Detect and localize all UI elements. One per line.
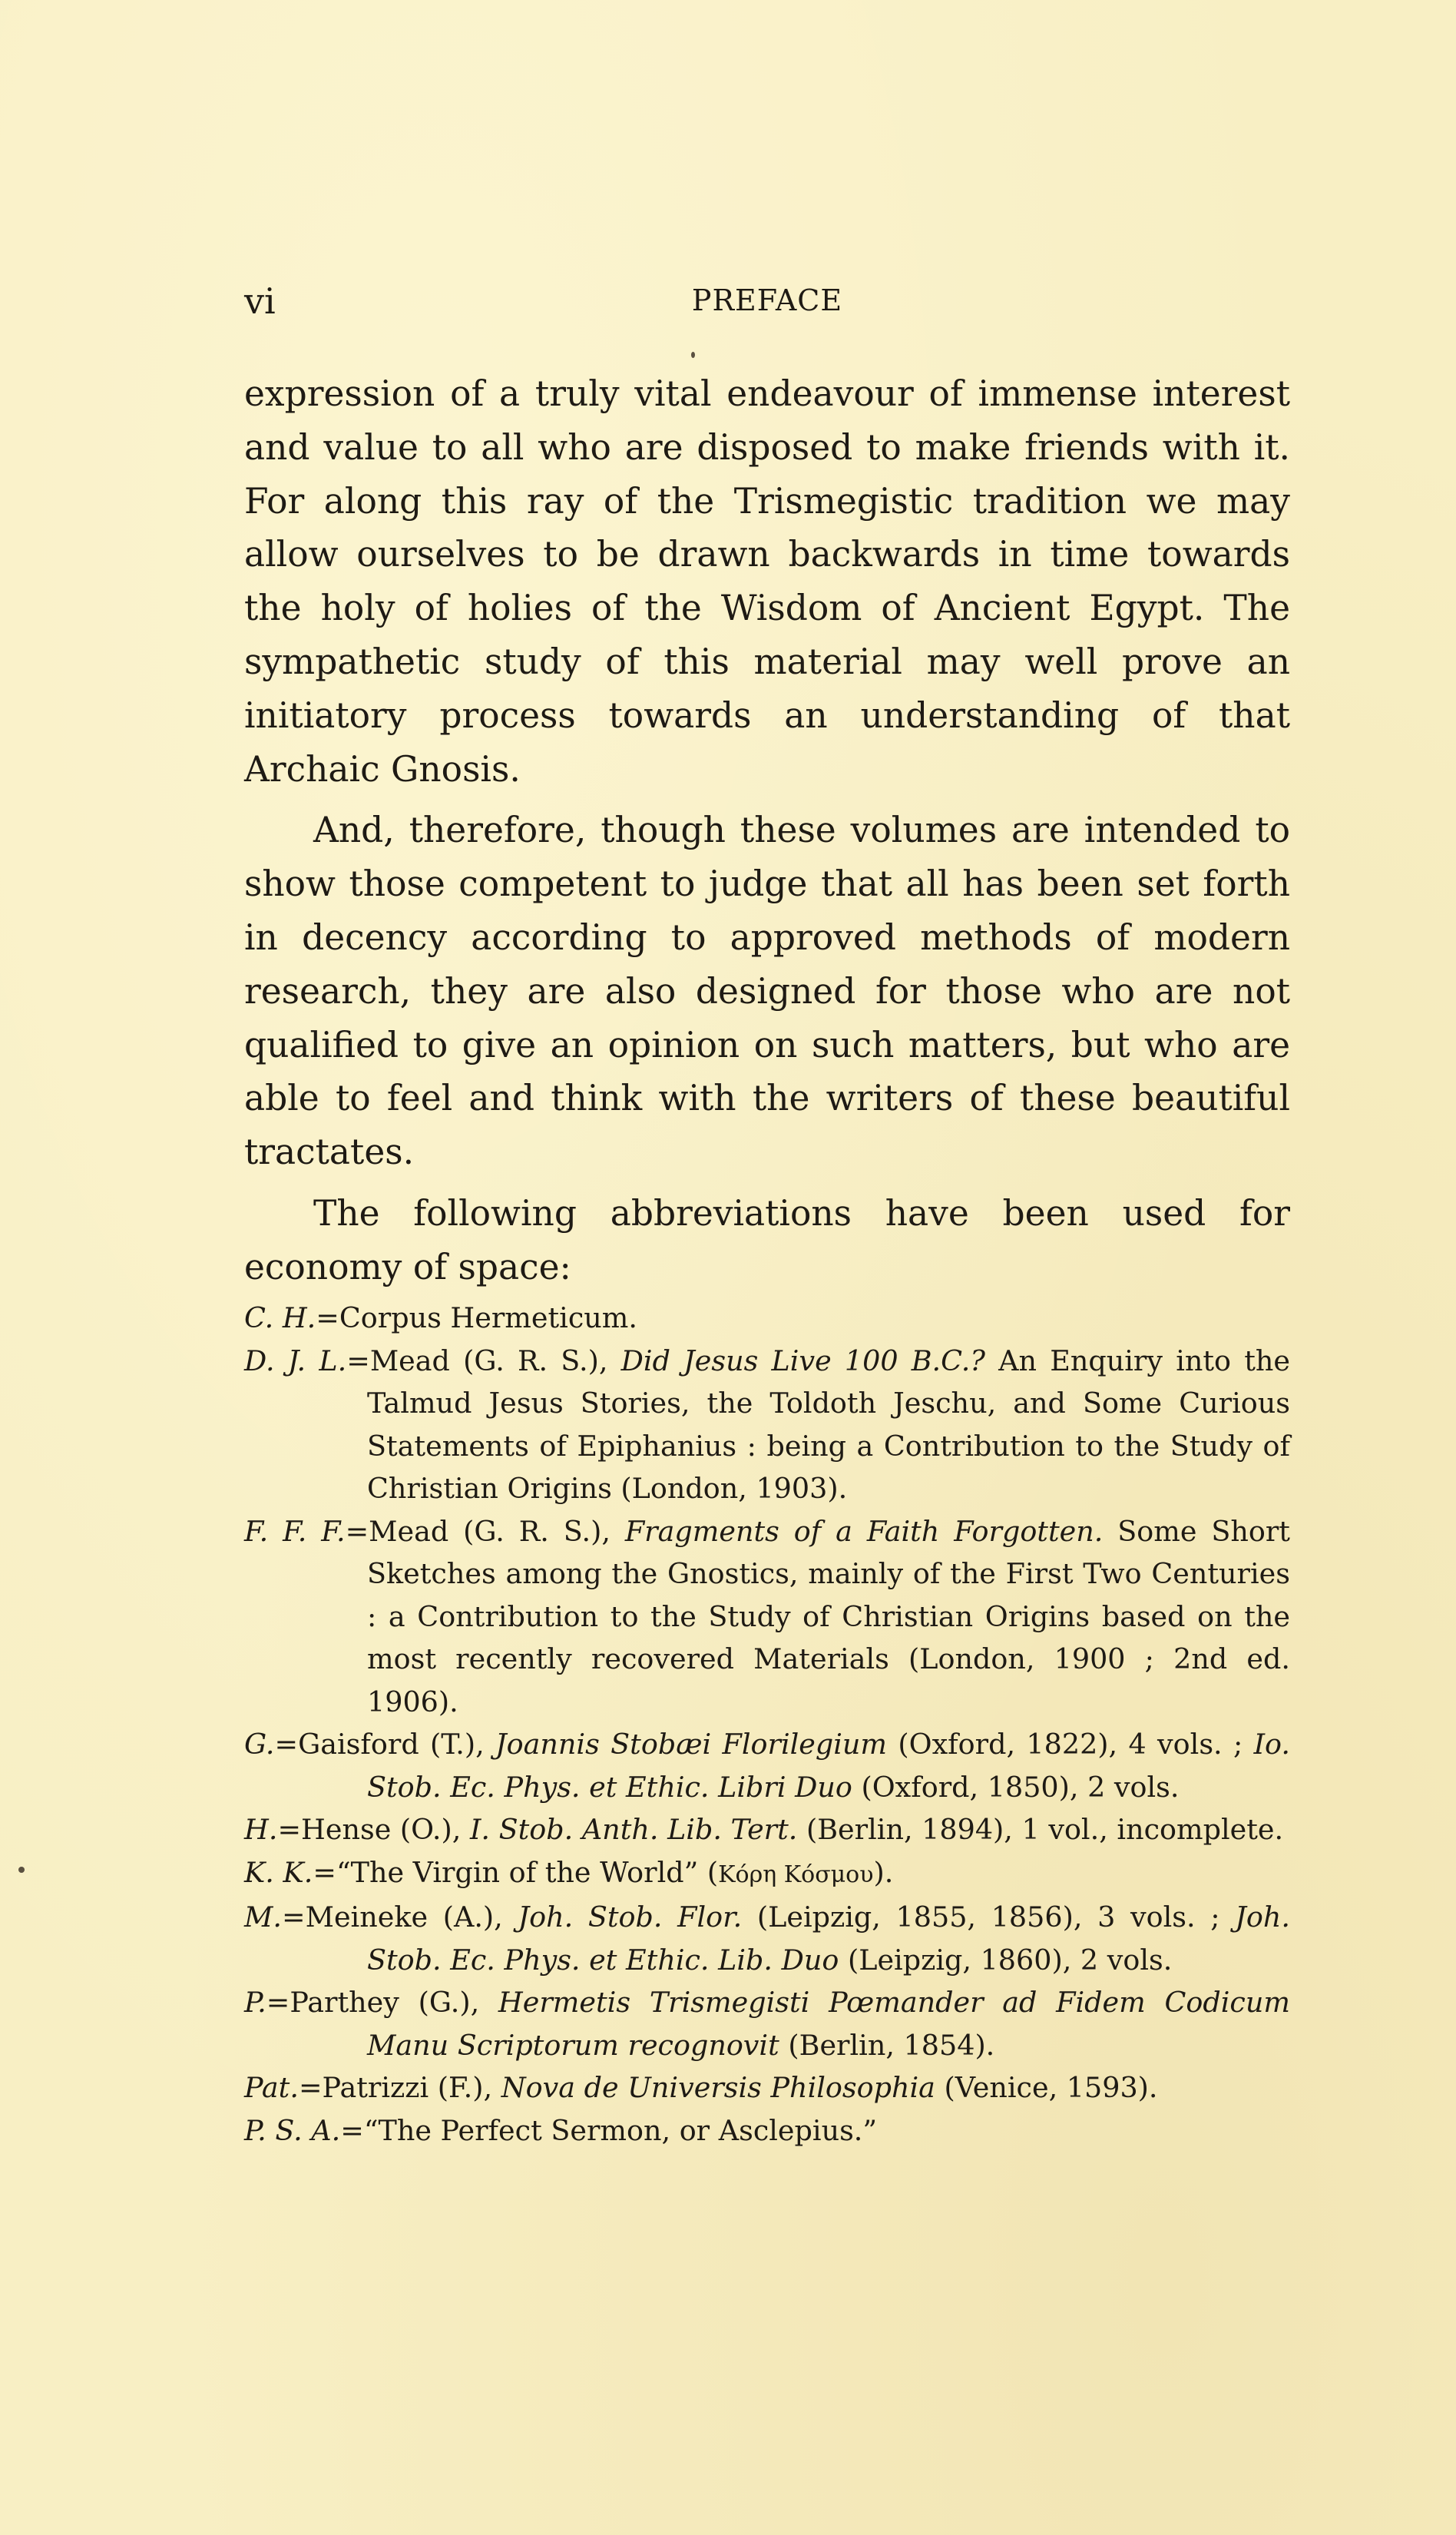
abbreviation-key: K. K. (244, 1855, 313, 1889)
italic-title: Joh. Stob. Flor. (518, 1900, 743, 1934)
paragraph-2: And, therefore, though these volumes are intended to show those competent to judge that all has been set forth in decency according to approved methods of modern research, they are also designed for those who are not qualified to give an opinion on such matters, but who are able to feel and think with the writers of these beautiful tractates. (244, 810, 1290, 1173)
abbreviation-key: P. (244, 1986, 266, 2019)
equals-sign: = (266, 1986, 290, 2019)
paragraph-1: expression of a truly vital endeavour of immense interest and value to all who are disposed to make friends with it. For along this ray of the Trismegistic tradition we may allow ourselves to be drawn backwards in time towards the holy of holies of the Wisdom of Ancient Egypt. The sympathetic study of this material may well prove an initiatory process towards an understanding of that Archaic Gnosis. (244, 373, 1290, 790)
equals-sign: = (277, 1813, 302, 1846)
abbreviation-entry (244, 1808, 1290, 1851)
italic-title: Joh. Stob. Ec. Phys. et Ethic. Lib. Duo (367, 1900, 1290, 1977)
abbreviation-entry (244, 1981, 1290, 2066)
body-text (244, 367, 1290, 1302)
entry-text: (Leipzig, 1855, 1856), 3 vols. ; (742, 1900, 1236, 1934)
abbreviation-key: H. (244, 1813, 278, 1846)
entry-text: Mead (G. R. S.), (369, 1514, 625, 1548)
entry-text: Meineke (A.), (305, 1900, 518, 1934)
entry-text: (Venice, 1593). (935, 2071, 1158, 2104)
abbreviation-key: P. S. A. (244, 2113, 341, 2147)
abbreviation-entry (244, 1340, 1290, 1510)
paper-speck (18, 1867, 25, 1873)
entry-text: Some Short Sketches among the Gnostics, mainly of the First Two Centuries : a Contribution to the Study of Christian Origins based on the most recently recovered Materials (London, 1900 ; 2nd ed. 1906). (367, 1514, 1290, 1718)
equals-sign: = (281, 1900, 306, 1934)
entry-text: ). (873, 1855, 894, 1889)
abbreviation-entry (244, 1896, 1290, 1981)
entry-text: (Leipzig, 1860), 2 vols. (839, 1943, 1173, 1977)
running-head (244, 280, 1290, 326)
equals-sign: = (313, 1855, 336, 1889)
abbreviation-entry (244, 2109, 1290, 2152)
entry-text: Gaisford (T.), (298, 1728, 496, 1761)
equals-sign: = (274, 1728, 299, 1761)
italic-title: Did Jesus Live 100 B.C.? (620, 1344, 985, 1377)
abbreviation-entry (244, 1851, 1290, 1897)
abbreviation-key: Pat. (244, 2071, 299, 2104)
equals-sign: = (298, 2071, 323, 2104)
italic-title: Hermetis Trismegisti Pœmander ad Fidem Codicum Manu Scriptorum recognovit (367, 1986, 1290, 2062)
paragraph-3: The following abbreviations have been used for economy of space: (244, 1192, 1290, 1287)
italic-title: Fragments of a Faith Forgotten. (624, 1514, 1104, 1548)
abbreviation-key: C. H. (244, 1301, 316, 1334)
entry-text: Κόρη Κόσμου (718, 1861, 874, 1888)
entry-text: “The Perfect Sermon, or Asclepius.” (363, 2113, 878, 2147)
equals-sign: = (340, 2113, 364, 2147)
abbreviation-entry (244, 2066, 1290, 2109)
abbreviation-entry (244, 1723, 1290, 1808)
equals-sign: = (345, 1514, 369, 1548)
paper-speck (691, 352, 695, 358)
italic-title: I. Stob. Anth. Lib. Tert. (469, 1813, 798, 1846)
abbreviation-key: F. F. F. (244, 1514, 346, 1548)
abbreviation-entry (244, 1297, 1290, 1340)
equals-sign: = (316, 1301, 339, 1334)
abbreviation-entry (244, 1510, 1290, 1724)
entry-text: Mead (G. R. S.), (369, 1344, 621, 1377)
entry-text: “The Virgin of the World” ( (336, 1855, 719, 1889)
entry-text: (Oxford, 1822), 4 vols. ; (887, 1728, 1254, 1761)
entry-text: (Berlin, 1894), 1 vol., incomplete. (797, 1813, 1284, 1846)
entry-text: Corpus Hermeticum. (339, 1301, 638, 1334)
entry-text: Patrizzi (F.), (322, 2071, 501, 2104)
running-title: PREFACE (691, 283, 843, 317)
entry-text: (Oxford, 1850), 2 vols. (852, 1770, 1180, 1804)
abbreviation-key: D. J. L. (244, 1344, 347, 1377)
page-number: vi (244, 280, 276, 322)
entry-text: (Berlin, 1854). (779, 2028, 995, 2062)
entry-text: Hense (O.), (301, 1813, 470, 1846)
italic-title: Io. Stob. Ec. Phys. et Ethic. Libri Duo (367, 1728, 1290, 1804)
abbreviations-list (244, 1297, 1290, 2152)
equals-sign: = (346, 1344, 370, 1377)
italic-title: Nova de Universis Philosophia (501, 2071, 935, 2104)
italic-title: Joannis Stobæi Florilegium (495, 1728, 888, 1761)
entry-text: An Enquiry into the Talmud Jesus Stories, the Toldoth Jeschu, and Some Curious Statements of Epiphanius : being a Contribution to the Study of Christian Origins (London, 1903). (367, 1344, 1290, 1505)
entry-text: Parthey (G.), (290, 1986, 498, 2019)
abbreviation-key: M. (244, 1900, 282, 1934)
abbreviation-key: G. (244, 1728, 275, 1761)
